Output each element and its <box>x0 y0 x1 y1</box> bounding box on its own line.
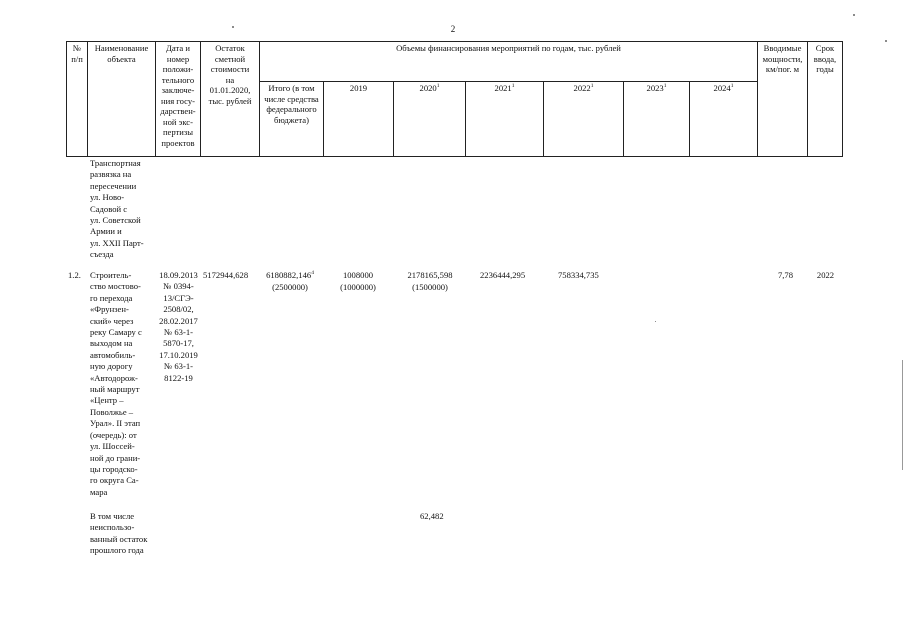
value-2020-federal: (1500000) <box>412 282 448 292</box>
value-2019: 1008000 <box>342 270 374 280</box>
header-year: 2024$^1$ <box>690 82 758 157</box>
header-year: 2019 <box>324 82 394 157</box>
header-year: 2021$^1$ <box>466 82 544 157</box>
scan-edge-line <box>902 360 903 470</box>
sub-row-2020: 62,482 <box>420 511 444 521</box>
scan-speck <box>232 26 234 28</box>
header-num: № п/п <box>67 42 88 157</box>
value-2019-federal: (1000000) <box>340 282 376 292</box>
financing-table-header <box>66 41 843 157</box>
header-year: 2020$^1$ <box>394 82 466 157</box>
header-object-name: Наименование объекта <box>88 42 156 157</box>
header-capacity: Вводимые мощности, км/пог. м <box>758 42 808 157</box>
header-year: 2023$^1$ <box>624 82 690 157</box>
header-remaining-cost: Остаток сметной стоимости на 01.01.2020, тыс. рублей <box>201 42 260 157</box>
page-number: 2 <box>450 24 456 34</box>
remaining-cost: 5172944,628 <box>203 270 249 280</box>
header-year: 2022$^1$ <box>544 82 624 157</box>
header-commission-term: Срок ввода, годы <box>808 42 843 157</box>
header-total: Итого (в том числе средства федерального бюджета) <box>260 82 324 157</box>
total-value: 6180882,146 <box>266 270 312 280</box>
scan-speck <box>655 321 656 322</box>
scan-speck <box>853 14 855 16</box>
header-funding-volumes: Объемы финансирования мероприятий по годам, тыс. рублей <box>260 42 758 82</box>
value-2022: 758334,735 <box>558 270 599 280</box>
total-federal: (2500000) <box>272 282 308 292</box>
capacity-value: 7,78 <box>777 270 793 280</box>
row-number: 1.2. <box>68 270 81 280</box>
value-2020: 2178165,598 <box>407 270 453 280</box>
header-expertise-date: Дата и номер положи- тельного заключе- ния госу- дарствен- ной экс- пертизы проектов <box>156 42 201 157</box>
commission-year: 2022 <box>816 270 835 280</box>
scan-speck <box>885 40 887 42</box>
sub-row-name: В том числе неиспользо- ванный остаток прошлого года <box>90 511 148 556</box>
expertise-dates: 18.09.2013 № 0394- 13/СГЭ- 2508/02, 28.02.2017 № 63-1- 5870-17, 17.10.2019 № 63-1- 8122-19 <box>159 270 198 383</box>
total-cell <box>257 270 323 281</box>
object-name: Строитель- ство мостово- го перехода «Фрунзен- ский» через реку Самару с выходом на автомобиль- ную дорогу «Автодорож- ный маршрут «Центр – Поволжье – Урал». II этап (очередь): от ул. Шоссей- ной до грани- цы городско- го округа Са- мара <box>90 270 142 497</box>
prev-object-name: Транспортная развязка на пересечении ул. Ново- Садовой с ул. Советской Армии и ул. XXII Парт- съезда <box>90 158 144 260</box>
total-footnote: 4 <box>311 270 314 277</box>
value-2021: 2236444,295 <box>480 270 526 280</box>
